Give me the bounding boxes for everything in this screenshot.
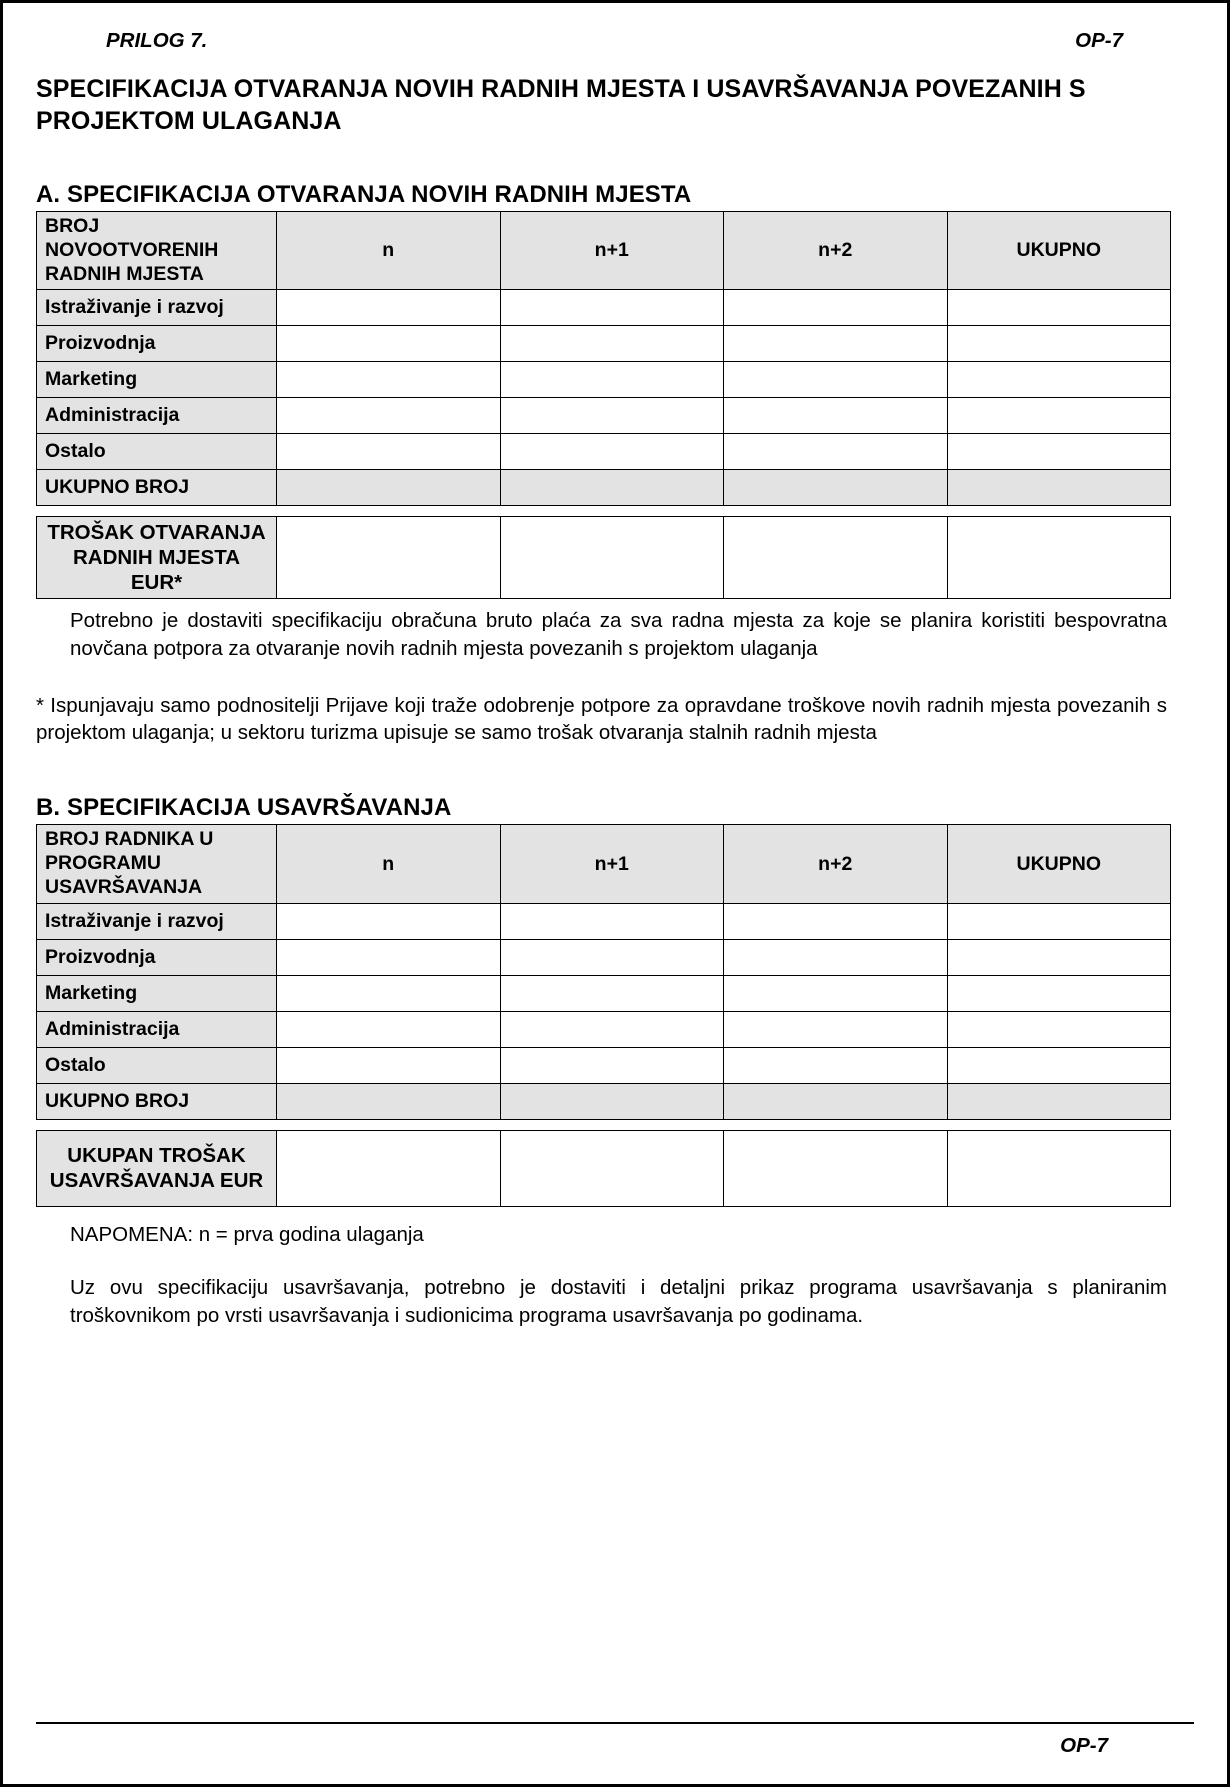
section-a-cost-table	[36, 516, 1171, 599]
section-b-cell-0-total[interactable]	[947, 903, 1171, 939]
section-a-cost-n1[interactable]	[500, 517, 724, 599]
section-b-cell-0-n1[interactable]	[500, 903, 724, 939]
section-b-cell-0-n2[interactable]	[724, 903, 948, 939]
section-a-corner-label: BROJ NOVOOTVORENIH RADNIH MJESTA	[37, 212, 277, 290]
section-a-cost-n[interactable]	[277, 517, 501, 599]
section-a-cell-2-n1[interactable]	[500, 362, 724, 398]
section-b-row-label-4: Ostalo	[37, 1047, 277, 1083]
section-a-total-label: UKUPNO BROJ	[37, 470, 277, 506]
table-row	[37, 362, 1171, 398]
section-b-col-n1: n+1	[500, 825, 724, 903]
section-a-total-total[interactable]	[947, 470, 1171, 506]
section-b-total-n[interactable]	[277, 1083, 501, 1119]
section-a-col-n1: n+1	[500, 212, 724, 290]
section-a-cell-2-n2[interactable]	[724, 362, 948, 398]
section-a-total-n[interactable]	[277, 470, 501, 506]
table-row	[37, 903, 1171, 939]
page-title	[36, 73, 1171, 137]
section-b-total-label: UKUPNO BROJ	[37, 1083, 277, 1119]
section-a-row-label-0: Istraživanje i razvoj	[37, 290, 277, 326]
section-b-cell-4-n[interactable]	[277, 1047, 501, 1083]
section-b-cell-1-total[interactable]	[947, 939, 1171, 975]
section-b-cell-4-total[interactable]	[947, 1047, 1171, 1083]
section-b-cell-1-n[interactable]	[277, 939, 501, 975]
section-a-cell-4-n2[interactable]	[724, 434, 948, 470]
section-a-row-label-3: Administracija	[37, 398, 277, 434]
section-b-cell-0-n[interactable]	[277, 903, 501, 939]
table-row	[37, 326, 1171, 362]
header-form-code: OP-7	[1075, 29, 1123, 52]
section-b-col-total: UKUPNO	[947, 825, 1171, 903]
footer-divider	[36, 1722, 1194, 1724]
section-b-col-n: n	[277, 825, 501, 903]
section-a-col-total: UKUPNO	[947, 212, 1171, 290]
section-b-cell-4-n1[interactable]	[500, 1047, 724, 1083]
section-b-cost-n[interactable]	[277, 1130, 501, 1206]
section-b-cost-total[interactable]	[947, 1130, 1171, 1206]
section-b-cost-n2[interactable]	[724, 1130, 948, 1206]
section-a-cell-1-n1[interactable]	[500, 326, 724, 362]
section-b-cell-3-total[interactable]	[947, 1011, 1171, 1047]
section-b-cost-table	[36, 1130, 1171, 1207]
section-b-cell-3-n1[interactable]	[500, 1011, 724, 1047]
table-row	[37, 1047, 1171, 1083]
section-a-cell-3-n2[interactable]	[724, 398, 948, 434]
page-header	[36, 29, 1171, 53]
section-a-paragraph-2: * Ispunjavaju samo podnositelji Prijave koji traže odobrenje potpore za opravdane troškove novih radnih mjesta povezanih s projektom ulaganja; u sektoru turizma upisuje se samo trošak otvaranja stalnih radnih mjesta	[36, 693, 1167, 745]
section-b-row-label-1: Proizvodnja	[37, 939, 277, 975]
section-b-cell-2-n[interactable]	[277, 975, 501, 1011]
table-row	[37, 517, 1171, 599]
section-b-col-n2: n+2	[724, 825, 948, 903]
section-a-cell-1-total[interactable]	[947, 326, 1171, 362]
section-a-row-label-1: Proizvodnja	[37, 326, 277, 362]
section-a-cost-label: TROŠAK OTVARANJA RADNIH MJESTA EUR*	[37, 517, 277, 599]
footer-form-code: OP-7	[1060, 1734, 1108, 1757]
table-row	[37, 398, 1171, 434]
section-b-corner-label: BROJ RADNIKA U PROGRAMU USAVRŠAVANJA	[37, 825, 277, 903]
page-content	[36, 29, 1171, 1330]
section-a-col-n2: n+2	[724, 212, 948, 290]
table-row	[37, 1130, 1171, 1206]
header-annex-label: PRILOG 7.	[106, 29, 208, 52]
section-a-cell-0-n2[interactable]	[724, 290, 948, 326]
section-a-cell-3-total[interactable]	[947, 398, 1171, 434]
section-a-paragraph-1: Potrebno je dostaviti specifikaciju obračuna bruto plaća za sva radna mjesta za koje se planira koristiti bespovratna novčana potpora za otvaranje novih radnih mjesta povezanih s projektom ulaganja	[70, 609, 1167, 660]
page-title-line2: PROJEKTOM ULAGANJA	[36, 107, 342, 135]
section-b-table	[36, 824, 1171, 1119]
section-a-heading: A. SPECIFIKACIJA OTVARANJA NOVIH RADNIH MJESTA	[36, 181, 692, 208]
section-a-table	[36, 211, 1171, 506]
table-row	[37, 975, 1171, 1011]
section-a-row-label-2: Marketing	[37, 362, 277, 398]
section-a-cell-4-n1[interactable]	[500, 434, 724, 470]
table-row	[37, 290, 1171, 326]
section-a-total-n2[interactable]	[724, 470, 948, 506]
table-header-row	[37, 212, 1171, 290]
table-row	[37, 939, 1171, 975]
section-a-total-n1[interactable]	[500, 470, 724, 506]
table-header-row	[37, 825, 1171, 903]
section-b-total-total[interactable]	[947, 1083, 1171, 1119]
section-a-cell-1-n[interactable]	[277, 326, 501, 362]
section-b-cell-2-total[interactable]	[947, 975, 1171, 1011]
section-a-cost-n2[interactable]	[724, 517, 948, 599]
section-b-cell-2-n1[interactable]	[500, 975, 724, 1011]
section-b-total-n2[interactable]	[724, 1083, 948, 1119]
section-a-cell-3-n1[interactable]	[500, 398, 724, 434]
section-b-cell-3-n[interactable]	[277, 1011, 501, 1047]
section-a-col-n: n	[277, 212, 501, 290]
section-b-cell-4-n2[interactable]	[724, 1047, 948, 1083]
section-a-cell-2-n[interactable]	[277, 362, 501, 398]
section-b-cost-n1[interactable]	[500, 1130, 724, 1206]
section-a-cell-4-n[interactable]	[277, 434, 501, 470]
section-a-row-label-4: Ostalo	[37, 434, 277, 470]
table-total-row	[37, 1083, 1171, 1119]
table-row	[37, 1011, 1171, 1047]
section-b-row-label-0: Istraživanje i razvoj	[37, 903, 277, 939]
section-b-cell-2-n2[interactable]	[724, 975, 948, 1011]
section-b-cell-3-n2[interactable]	[724, 1011, 948, 1047]
table-total-row	[37, 470, 1171, 506]
section-a-cell-1-n2[interactable]	[724, 326, 948, 362]
page-title-line1: SPECIFIKACIJA OTVARANJA NOVIH RADNIH MJESTA I USAVRŠAVANJA POVEZANIH S	[36, 75, 1086, 103]
page-footer	[36, 1722, 1194, 1758]
section-a-cost-total[interactable]	[947, 517, 1171, 599]
section-b-row-label-3: Administracija	[37, 1011, 277, 1047]
section-b-total-n1[interactable]	[500, 1083, 724, 1119]
section-a-cell-4-total[interactable]	[947, 434, 1171, 470]
section-b-cell-1-n1[interactable]	[500, 939, 724, 975]
section-b-note-1: NAPOMENA: n = prva godina ulaganja	[70, 1222, 424, 1246]
section-a-cell-0-total[interactable]	[947, 290, 1171, 326]
section-b-cell-1-n2[interactable]	[724, 939, 948, 975]
table-row	[37, 434, 1171, 470]
section-a-cell-0-n[interactable]	[277, 290, 501, 326]
section-b-cost-label: UKUPAN TROŠAK USAVRŠAVANJA EUR	[37, 1130, 277, 1206]
section-b-row-label-2: Marketing	[37, 975, 277, 1011]
section-a-cell-3-n[interactable]	[277, 398, 501, 434]
section-b-note-2: Uz ovu specifikaciju usavršavanja, potrebno je dostaviti i detaljni prikaz programa usavršavanja s planiranim troškovnikom po vrsti usavršavanja i sudionicima programa usavršavanja po godinama.	[70, 1276, 1167, 1328]
section-a-cell-2-total[interactable]	[947, 362, 1171, 398]
section-a-cell-0-n1[interactable]	[500, 290, 724, 326]
section-b-heading: B. SPECIFIKACIJA USAVRŠAVANJA	[36, 794, 452, 822]
